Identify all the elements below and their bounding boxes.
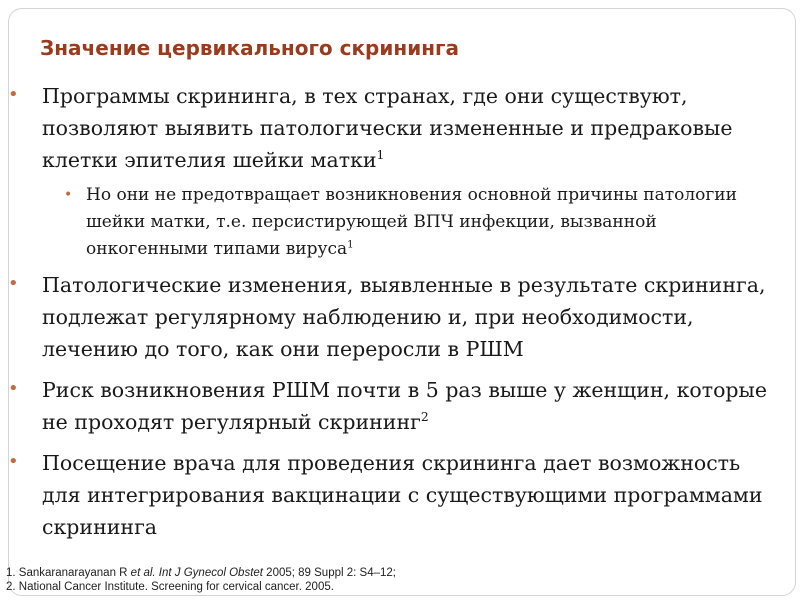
bullet-item <box>0 80 800 176</box>
reference-text: 2005; 89 Suppl 2: S4–12; <box>262 567 396 579</box>
bullet-dot-icon: • <box>8 451 19 472</box>
slide-content <box>0 80 800 543</box>
bullet-dot-icon: • <box>8 273 19 294</box>
bullet-item <box>0 374 800 438</box>
bullet-item <box>0 447 800 543</box>
footnote-marker: 2 <box>420 410 429 425</box>
footnote-marker: 1 <box>347 239 354 251</box>
footnote-marker: 1 <box>376 148 385 163</box>
bullet-dot-icon: • <box>8 378 19 399</box>
bullet-text: Программы скрининга, в тех странах, где они существуют, позволяют выявить патологически измененные и предраковые клетки эпителия шейки матки <box>42 84 733 172</box>
bullet-text: Патологические изменения, выявленные в результате скрининга, подлежат регулярному наблюдению и, при необходимости, лечению до того, как они переросли в РШМ <box>42 273 766 361</box>
sub-bullet-text: Но они не предотвращает возникновения основной причины патологии шейки матки, т.е. персистирующей ВПЧ инфекции, вызванной онкогенными типами вируса <box>86 185 737 259</box>
bullet-dot-icon: • <box>8 84 19 105</box>
reference-text: 1. Sankaranarayanan R <box>6 567 131 579</box>
references <box>6 566 396 594</box>
bullet-dot-icon: • <box>64 187 73 203</box>
reference-item <box>6 566 396 580</box>
reference-item: 2. National Cancer Institute. Screening for cervical cancer. 2005. <box>6 581 334 593</box>
sub-bullet-item <box>0 182 800 263</box>
bullet-text: Посещение врача для проведения скрининга дает возможность для интегрирования вакцинации с существующими программами скрининга <box>42 451 763 539</box>
bullet-item <box>0 269 800 365</box>
reference-journal: et al. Int J Gynecol Obstet <box>130 567 263 579</box>
slide-title: Значение цервикального скрининга <box>40 36 459 60</box>
bullet-text: Риск возникновения РШМ почти в 5 раз выше у женщин, которые не проходят регулярный скрининг <box>42 378 767 434</box>
